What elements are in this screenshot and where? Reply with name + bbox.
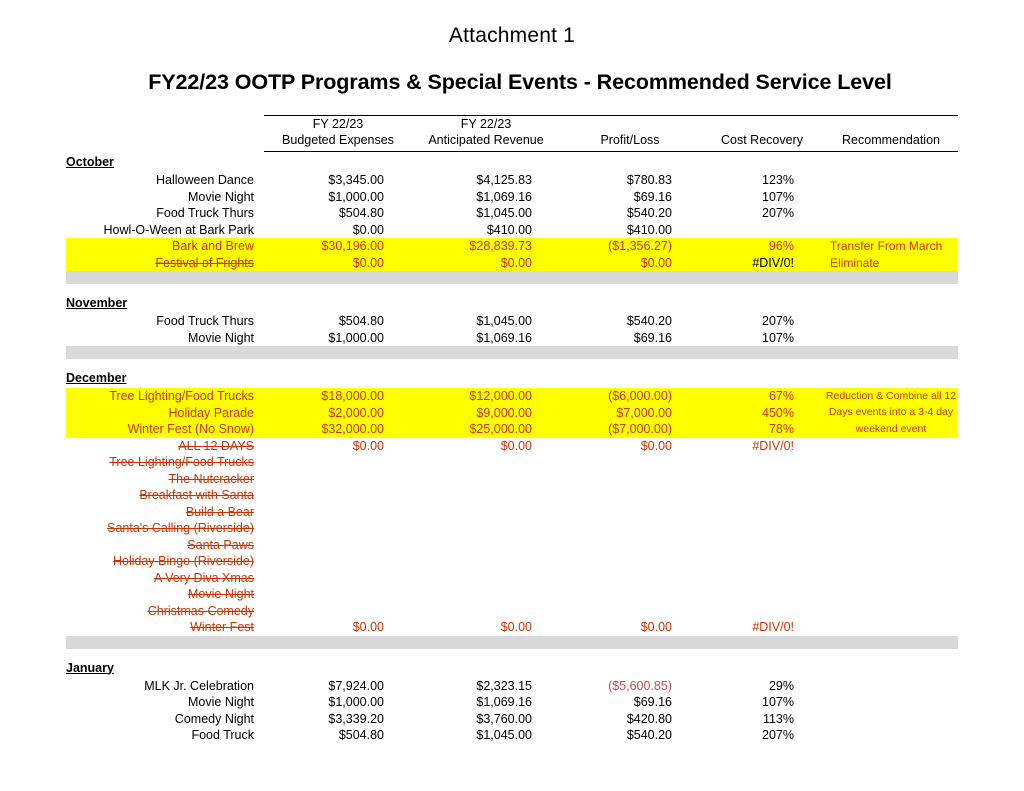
month-heading-row xyxy=(66,293,958,313)
cell-cost-recovery: 123% xyxy=(762,173,794,187)
table-row[interactable] xyxy=(66,586,958,603)
cell-profit-loss xyxy=(560,520,700,537)
month-heading-row xyxy=(66,658,958,678)
header-cost-recovery-line2: Cost Recovery xyxy=(721,133,803,147)
cell-profit-loss: $540.20 xyxy=(626,206,672,220)
section-separator-band-cell xyxy=(66,636,958,649)
cell-profit-loss: $0.00 xyxy=(560,255,700,272)
cell-revenue xyxy=(412,537,560,554)
cell-profit-loss xyxy=(560,454,700,471)
cell-expenses xyxy=(264,471,412,488)
cell-cost-recovery: 207% xyxy=(762,314,794,328)
cell-expenses xyxy=(264,586,412,603)
month-label: January xyxy=(66,660,114,675)
cell-expenses: $0.00 xyxy=(264,255,412,272)
cell-revenue: $9,000.00 xyxy=(412,405,560,422)
header-expenses-line2: Budgeted Expenses xyxy=(282,133,394,147)
cell-profit-loss: $69.16 xyxy=(633,330,672,345)
cell-recommendation xyxy=(824,586,958,603)
table-row[interactable] xyxy=(66,570,958,587)
section-spacer xyxy=(66,359,958,368)
cell-revenue xyxy=(412,471,560,488)
cell-cost-recovery xyxy=(700,553,824,570)
attachment-label: Attachment 1 xyxy=(448,24,576,47)
section-spacer-cell xyxy=(66,359,958,368)
cell-recommendation xyxy=(824,189,958,206)
cell-profit-loss: $410.00 xyxy=(626,222,672,237)
cell-recommendation xyxy=(824,537,958,554)
table-row[interactable] xyxy=(66,727,958,744)
cell-cost-recovery xyxy=(700,504,824,521)
table-header xyxy=(66,116,958,152)
cell-recommendation xyxy=(824,727,958,744)
cell-recommendation xyxy=(824,487,958,504)
header-cell-recommendation xyxy=(824,116,958,152)
cell-expenses: $1,000.00 xyxy=(328,330,384,345)
section-separator-band xyxy=(66,271,958,284)
table-row[interactable] xyxy=(66,694,958,711)
cell-cost-recovery xyxy=(700,570,824,587)
cell-profit-loss: ($6,000.00) xyxy=(560,388,700,405)
section-separator-band-cell xyxy=(66,346,958,359)
cell-cost-recovery: 107% xyxy=(762,189,794,204)
row-label: Movie Night xyxy=(188,330,254,345)
cell-revenue: $28,839.73 xyxy=(412,238,560,255)
cell-revenue: $0.00 xyxy=(412,255,560,272)
table-body xyxy=(66,152,958,744)
cell-expenses: $2,000.00 xyxy=(264,405,412,422)
cell-expenses xyxy=(264,553,412,570)
cell-profit-loss xyxy=(560,570,700,587)
cell-profit-loss: $7,000.00 xyxy=(560,405,700,422)
cell-recommendation xyxy=(824,438,958,455)
cell-expenses xyxy=(264,603,412,620)
table-row[interactable] xyxy=(66,504,958,521)
table-row[interactable] xyxy=(66,537,958,554)
cell-expenses: $504.80 xyxy=(338,728,384,742)
row-label: Breakfast with Santa xyxy=(139,488,254,502)
header-recommendation-line1 xyxy=(824,116,958,132)
cell-recommendation: weekend event xyxy=(824,421,958,438)
cell-cost-recovery xyxy=(700,603,824,620)
row-label: Bark and Brew xyxy=(66,238,264,255)
table-row[interactable] xyxy=(66,222,958,239)
row-label: Food Truck Thurs xyxy=(156,206,254,220)
cell-recommendation xyxy=(824,205,958,222)
table-row[interactable] xyxy=(66,619,958,636)
cell-profit-loss: $540.20 xyxy=(626,728,672,742)
cell-cost-recovery: 113% xyxy=(762,711,794,726)
cell-expenses: $1,000.00 xyxy=(328,189,384,204)
header-profit-loss-line1 xyxy=(560,116,700,132)
row-label: Holiday Parade xyxy=(66,405,264,422)
cell-revenue xyxy=(412,603,560,620)
table-row[interactable] xyxy=(66,205,958,222)
cell-recommendation xyxy=(824,471,958,488)
cell-expenses: $32,000.00 xyxy=(264,421,412,438)
cell-cost-recovery: 107% xyxy=(762,695,794,709)
table-row[interactable] xyxy=(66,255,958,272)
table-row[interactable] xyxy=(66,678,958,695)
header-cell-revenue xyxy=(412,116,560,152)
month-heading-october xyxy=(66,152,958,173)
cell-expenses xyxy=(264,454,412,471)
cell-cost-recovery: 207% xyxy=(762,206,794,220)
cell-revenue xyxy=(412,520,560,537)
cell-recommendation xyxy=(824,330,958,347)
row-label: Howl-O-Ween at Bark Park xyxy=(103,222,254,237)
table-row[interactable] xyxy=(66,189,958,206)
section-spacer-cell xyxy=(66,649,958,658)
header-cell-profit-loss xyxy=(560,116,700,152)
row-label: Festival of Frights xyxy=(66,255,264,272)
cell-expenses xyxy=(264,520,412,537)
cell-cost-recovery xyxy=(700,537,824,554)
cell-expenses xyxy=(264,504,412,521)
cell-cost-recovery: #DIV/0! xyxy=(752,620,794,634)
row-label: Comedy Night xyxy=(174,711,254,726)
row-label: Halloween Dance xyxy=(156,173,254,187)
cell-recommendation xyxy=(824,678,958,695)
cell-profit-loss xyxy=(560,586,700,603)
cell-expenses: $0.00 xyxy=(352,620,384,634)
cell-cost-recovery xyxy=(700,471,824,488)
cell-revenue: $3,760.00 xyxy=(476,711,532,726)
row-label: Movie Night xyxy=(188,695,254,709)
cell-profit-loss: $69.16 xyxy=(633,695,672,709)
cell-cost-recovery: 78% xyxy=(700,421,824,438)
cell-recommendation xyxy=(824,711,958,728)
month-label: November xyxy=(66,296,128,310)
cell-expenses: $3,339.20 xyxy=(328,711,384,726)
section-spacer xyxy=(66,284,958,293)
budget-table xyxy=(66,115,958,744)
row-label: Holiday Bingo (Riverside) xyxy=(112,554,254,568)
cell-revenue xyxy=(412,454,560,471)
cell-expenses: $0.00 xyxy=(352,222,384,237)
table-header-row xyxy=(66,116,958,152)
section-separator-band xyxy=(66,636,958,649)
header-cell-label xyxy=(66,116,264,152)
cell-revenue: $1,045.00 xyxy=(476,206,532,220)
cell-cost-recovery: 207% xyxy=(762,728,794,742)
table-row[interactable] xyxy=(66,603,958,620)
cell-profit-loss: $69.16 xyxy=(633,189,672,204)
cell-revenue: $25,000.00 xyxy=(412,421,560,438)
cell-revenue: $410.00 xyxy=(486,222,532,237)
table-row[interactable] xyxy=(66,487,958,504)
month-heading-november xyxy=(66,293,958,313)
cell-expenses xyxy=(264,487,412,504)
row-label: A Very Diva Xmas xyxy=(153,570,254,585)
section-separator-band xyxy=(66,346,958,359)
month-heading-row xyxy=(66,368,958,388)
table-row[interactable] xyxy=(66,313,958,330)
table-row[interactable] xyxy=(66,405,958,422)
row-label: Tree Lighting/Food Trucks xyxy=(66,388,264,405)
cell-expenses: $7,924.00 xyxy=(328,678,384,693)
cell-cost-recovery: #DIV/0! xyxy=(752,438,794,453)
cell-revenue: $1,069.16 xyxy=(476,330,532,345)
header-revenue-line2: Anticipated Revenue xyxy=(428,133,544,147)
table-row[interactable] xyxy=(66,553,958,570)
table-row[interactable] xyxy=(66,454,958,471)
month-label: December xyxy=(66,371,127,385)
cell-revenue xyxy=(412,504,560,521)
header-cell-expenses xyxy=(264,116,412,152)
cell-expenses: $30,196.00 xyxy=(264,238,412,255)
cell-cost-recovery xyxy=(700,454,824,471)
cell-recommendation xyxy=(824,520,958,537)
cell-revenue: $0.00 xyxy=(500,620,532,634)
cell-revenue: $1,069.16 xyxy=(476,189,532,204)
cell-recommendation xyxy=(824,619,958,636)
cell-revenue xyxy=(412,553,560,570)
cell-recommendation xyxy=(824,172,958,189)
cell-expenses: $18,000.00 xyxy=(264,388,412,405)
header-cost-recovery-line1 xyxy=(700,116,824,132)
table-row[interactable] xyxy=(66,388,958,405)
cell-profit-loss: $540.20 xyxy=(626,314,672,328)
cell-profit-loss: $420.80 xyxy=(626,711,672,726)
row-label: Winter Fest (No Snow) xyxy=(66,421,264,438)
cell-cost-recovery: #DIV/0! xyxy=(700,255,824,272)
cell-cost-recovery: 450% xyxy=(700,405,824,422)
cell-recommendation xyxy=(824,553,958,570)
cell-cost-recovery xyxy=(700,586,824,603)
cell-profit-loss: ($7,000.00) xyxy=(560,421,700,438)
month-heading-january xyxy=(66,658,958,678)
cell-expenses: $504.80 xyxy=(338,314,384,328)
cell-cost-recovery: 29% xyxy=(768,678,794,693)
section-spacer-cell xyxy=(66,284,958,293)
cell-cost-recovery: 67% xyxy=(700,388,824,405)
row-label: Food Truck xyxy=(191,728,254,742)
cell-recommendation: Transfer From March xyxy=(824,238,958,255)
cell-profit-loss: ($5,600.85) xyxy=(608,678,672,693)
cell-profit-loss xyxy=(560,603,700,620)
cell-cost-recovery xyxy=(700,487,824,504)
cell-revenue: $12,000.00 xyxy=(412,388,560,405)
budget-table-container xyxy=(66,115,958,744)
cell-recommendation xyxy=(824,603,958,620)
cell-profit-loss xyxy=(560,537,700,554)
cell-profit-loss xyxy=(560,487,700,504)
table-row[interactable] xyxy=(66,421,958,438)
cell-expenses xyxy=(264,537,412,554)
cell-recommendation xyxy=(824,313,958,330)
header-profit-loss-line2: Profit/Loss xyxy=(600,133,660,147)
cell-recommendation: Eliminate xyxy=(824,255,958,272)
row-label: Christmas Comedy xyxy=(147,603,254,618)
cell-profit-loss: $780.83 xyxy=(626,173,672,187)
cell-revenue: $4,125.83 xyxy=(476,173,532,187)
month-heading-december xyxy=(66,368,958,388)
table-row[interactable] xyxy=(66,330,958,347)
header-expenses-line1: FY 22/23 xyxy=(312,117,364,131)
month-heading-row xyxy=(66,152,958,173)
row-label: Build a Bear xyxy=(185,504,254,519)
row-label: Food Truck Thurs xyxy=(156,314,254,328)
page-title: FY22/23 OOTP Programs & Special Events - Recommended Service Level xyxy=(148,70,892,94)
row-label: MLK Jr. Celebration xyxy=(144,678,254,693)
cell-expenses: $504.80 xyxy=(338,206,384,220)
row-label: The Nutcracker xyxy=(168,471,254,486)
cell-recommendation: Reduction & Combine all 12 xyxy=(824,388,958,405)
cell-cost-recovery xyxy=(700,222,824,239)
cell-revenue xyxy=(412,586,560,603)
month-label: October xyxy=(66,155,114,169)
row-label: ALL 12 DAYS xyxy=(178,438,254,453)
cell-recommendation xyxy=(824,570,958,587)
cell-revenue: $0.00 xyxy=(500,438,532,453)
cell-cost-recovery: 107% xyxy=(762,330,794,345)
cell-cost-recovery: 96% xyxy=(700,238,824,255)
cell-recommendation xyxy=(824,222,958,239)
section-separator-band-cell xyxy=(66,271,958,284)
table-row[interactable] xyxy=(66,438,958,455)
cell-profit-loss: $0.00 xyxy=(640,438,672,453)
table-row[interactable] xyxy=(66,172,958,189)
cell-revenue: $1,069.16 xyxy=(476,695,532,709)
section-spacer xyxy=(66,649,958,658)
row-label: Movie Night xyxy=(188,587,254,601)
row-label: Winter Fest xyxy=(190,620,254,634)
cell-expenses: $3,345.00 xyxy=(328,173,384,187)
cell-revenue: $1,045.00 xyxy=(476,728,532,742)
cell-profit-loss xyxy=(560,504,700,521)
cell-revenue: $2,323.15 xyxy=(476,678,532,693)
table-row[interactable] xyxy=(66,711,958,728)
table-row[interactable] xyxy=(66,471,958,488)
header-revenue-line1: FY 22/23 xyxy=(460,117,512,131)
cell-expenses xyxy=(264,570,412,587)
cell-expenses: $0.00 xyxy=(352,438,384,453)
cell-revenue xyxy=(412,570,560,587)
cell-profit-loss xyxy=(560,471,700,488)
header-recommendation-line2: Recommendation xyxy=(842,133,940,147)
cell-recommendation xyxy=(824,504,958,521)
cell-revenue: $1,045.00 xyxy=(476,314,532,328)
cell-expenses: $1,000.00 xyxy=(328,695,384,709)
cell-cost-recovery xyxy=(700,520,824,537)
row-label: Santa Paws xyxy=(187,537,254,552)
cell-profit-loss: $0.00 xyxy=(640,620,672,634)
row-label: Movie Night xyxy=(188,189,254,204)
cell-profit-loss xyxy=(560,553,700,570)
cell-profit-loss: ($1,356.27) xyxy=(560,238,700,255)
row-label: Tree Lighting/Food Trucks xyxy=(109,455,254,469)
cell-recommendation xyxy=(824,454,958,471)
cell-revenue xyxy=(412,487,560,504)
cell-recommendation: Days events into a 3-4 day xyxy=(824,405,958,422)
table-row[interactable] xyxy=(66,238,958,255)
cell-recommendation xyxy=(824,694,958,711)
header-cell-cost-recovery xyxy=(700,116,824,152)
row-label: Santa's Calling (Riverside) xyxy=(107,521,254,535)
table-row[interactable] xyxy=(66,520,958,537)
